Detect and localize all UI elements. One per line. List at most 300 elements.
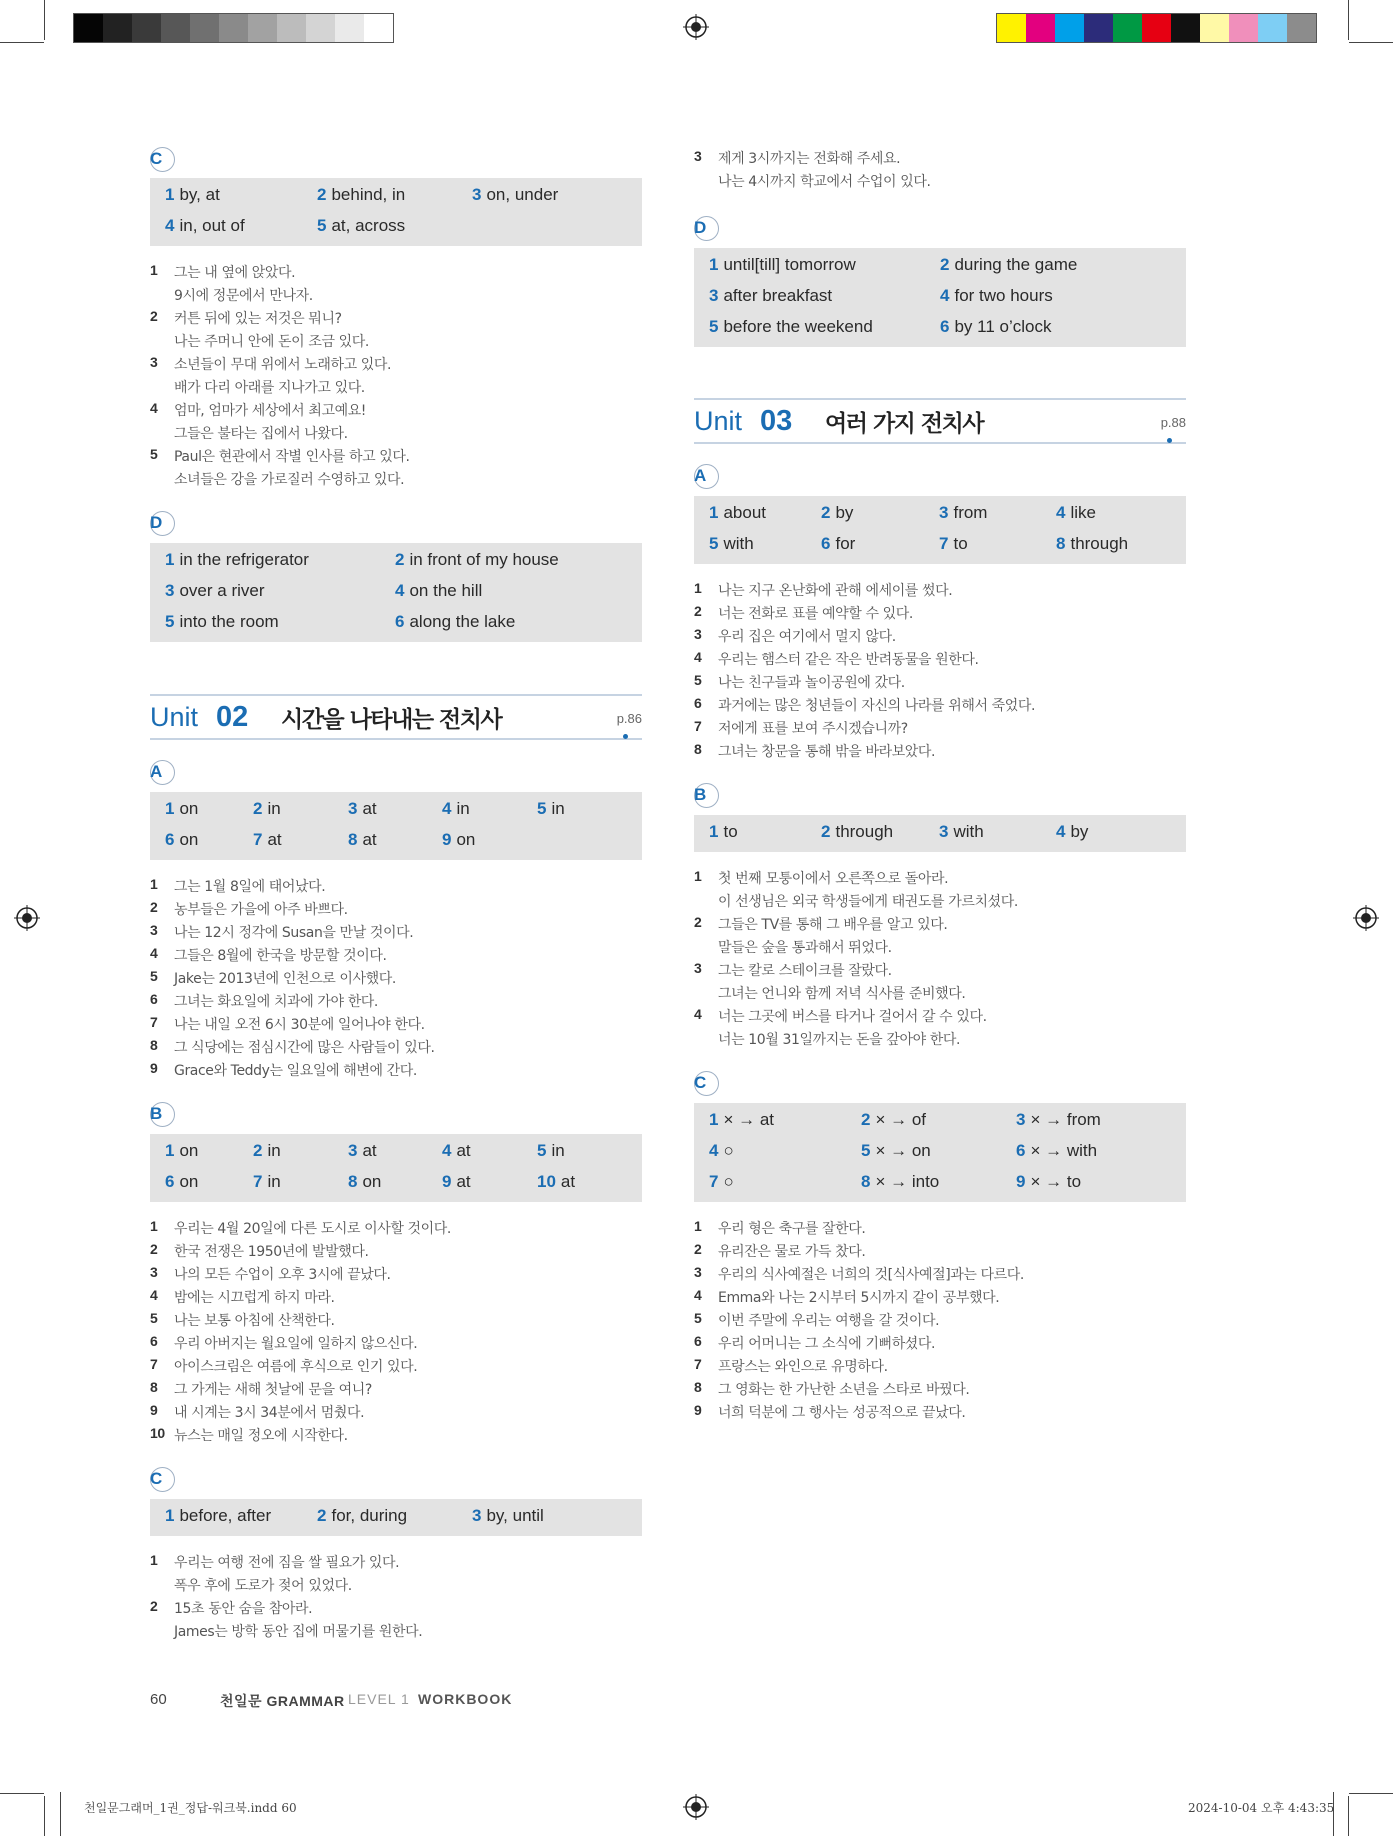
answer-number: 3 bbox=[348, 799, 358, 818]
answer-item bbox=[442, 799, 470, 819]
answer-number: 4 bbox=[442, 799, 452, 818]
swatch bbox=[1026, 14, 1055, 42]
answer-text: in bbox=[267, 1172, 281, 1191]
answer-box bbox=[694, 496, 1186, 564]
translation-text: 나는 친구들과 놀이공원에 갔다. bbox=[718, 675, 905, 691]
registration-mark-icon bbox=[14, 905, 40, 931]
answer-number: 6 bbox=[395, 612, 405, 631]
unit-header bbox=[694, 398, 1186, 446]
answer-number: 7 bbox=[709, 1172, 719, 1191]
translation-line bbox=[150, 1241, 369, 1261]
answer-item bbox=[709, 317, 873, 337]
translation-text: 그 가게는 새해 첫날에 문을 여니? bbox=[174, 1382, 372, 1398]
answer-text: behind, in bbox=[331, 185, 406, 204]
answer-number: 2 bbox=[317, 1506, 327, 1525]
item-number: 5 bbox=[694, 1310, 702, 1326]
translation-line bbox=[694, 1264, 1024, 1284]
answer-number: 8 bbox=[861, 1172, 871, 1191]
answer-text: to bbox=[723, 822, 738, 841]
item-number: 8 bbox=[150, 1037, 158, 1053]
answer-text: at bbox=[456, 1141, 471, 1160]
section-badge-a: A bbox=[694, 464, 719, 489]
answer-number: 2 bbox=[821, 822, 831, 841]
unit-title: 시간을 나타내는 전치사 bbox=[281, 707, 502, 733]
answer-text: by, at bbox=[179, 185, 220, 204]
answer-text: in front of my house bbox=[409, 550, 559, 569]
answer-text: at bbox=[362, 799, 377, 818]
answer-number: 9 bbox=[442, 1172, 452, 1191]
answer-item bbox=[442, 830, 475, 850]
answer-text: before, after bbox=[179, 1506, 272, 1525]
answer-number: 1 bbox=[165, 185, 175, 204]
answer-text: × → to bbox=[1030, 1172, 1082, 1191]
item-number: 5 bbox=[694, 672, 702, 688]
answer-item bbox=[442, 1141, 471, 1161]
translation-line bbox=[150, 1552, 400, 1572]
translation-text: 우리 집은 여기에서 멀지 않다. bbox=[718, 629, 896, 645]
answer-item bbox=[395, 550, 559, 570]
translation-line bbox=[718, 171, 931, 191]
answer-number: 5 bbox=[709, 534, 719, 553]
swatch bbox=[306, 14, 335, 42]
answer-number: 5 bbox=[537, 1141, 547, 1160]
translation-line bbox=[694, 1287, 1000, 1307]
translation-text: 우리는 4월 20일에 다른 도시로 이사할 것이다. bbox=[174, 1221, 451, 1237]
translation-line bbox=[694, 148, 901, 168]
answer-number: 4 bbox=[1056, 503, 1066, 522]
item-number: 8 bbox=[150, 1379, 158, 1395]
item-number: 1 bbox=[694, 580, 702, 596]
answer-item bbox=[165, 1141, 198, 1161]
answer-text: for bbox=[835, 534, 856, 553]
answer-number: 4 bbox=[395, 581, 405, 600]
answer-box bbox=[694, 1103, 1186, 1202]
answer-item bbox=[709, 1110, 774, 1130]
answer-number: 5 bbox=[709, 317, 719, 336]
item-number: 2 bbox=[150, 308, 158, 324]
translation-text: 그는 내 옆에 앉았다. bbox=[174, 265, 296, 281]
translation-text: 너는 전화로 표를 예약할 수 있다. bbox=[718, 606, 913, 622]
translation-text: 제게 3시까지는 전화해 주세요. bbox=[718, 151, 901, 167]
translation-text: 소년들이 무대 위에서 노래하고 있다. bbox=[174, 357, 392, 373]
answer-item bbox=[1056, 534, 1128, 554]
translation-line bbox=[150, 1218, 451, 1238]
item-number: 9 bbox=[150, 1060, 158, 1076]
answer-text: before the weekend bbox=[723, 317, 873, 336]
item-number: 2 bbox=[694, 603, 702, 619]
translation-line bbox=[694, 603, 913, 623]
answer-item bbox=[1016, 1110, 1101, 1130]
item-number: 5 bbox=[150, 968, 158, 984]
translation-line bbox=[174, 377, 365, 397]
translation-line bbox=[694, 649, 979, 669]
answer-item bbox=[253, 830, 282, 850]
answer-item bbox=[939, 534, 968, 554]
item-number: 10 bbox=[150, 1425, 165, 1441]
answer-item bbox=[1056, 822, 1088, 842]
translation-text: 9시에 정문에서 만나자. bbox=[174, 288, 313, 304]
translation-line bbox=[150, 899, 348, 919]
answer-number: 8 bbox=[348, 1172, 358, 1191]
item-number: 1 bbox=[694, 1218, 702, 1234]
answer-number: 7 bbox=[939, 534, 949, 553]
translation-line bbox=[718, 1029, 960, 1049]
translation-line bbox=[150, 400, 367, 420]
swatch bbox=[219, 14, 248, 42]
translation-text: 첫 번째 모퉁이에서 오른쪽으로 돌아라. bbox=[718, 871, 949, 887]
answer-text: in bbox=[267, 1141, 281, 1160]
item-number: 8 bbox=[694, 1379, 702, 1395]
registration-mark-icon bbox=[683, 14, 709, 40]
answer-text: on bbox=[179, 799, 199, 818]
translation-text: 내 시계는 3시 34분에서 멈췄다. bbox=[174, 1405, 365, 1421]
translation-line bbox=[694, 718, 908, 738]
translation-text: 그는 1월 8일에 태어났다. bbox=[174, 879, 326, 895]
swatch bbox=[1258, 14, 1287, 42]
answer-item bbox=[165, 799, 198, 819]
translation-text: 그 영화는 한 가난한 소년을 스타로 바꿨다. bbox=[718, 1382, 970, 1398]
answer-number: 9 bbox=[1016, 1172, 1026, 1191]
item-number: 8 bbox=[694, 741, 702, 757]
answer-item bbox=[537, 1141, 565, 1161]
translation-text: 너는 10월 31일까지는 돈을 갚아야 한다. bbox=[718, 1032, 961, 1048]
translation-line bbox=[174, 1575, 352, 1595]
answer-number: 4 bbox=[442, 1141, 452, 1160]
answer-text: to bbox=[953, 534, 968, 553]
section-badge-c: C bbox=[150, 1467, 175, 1492]
answer-number: 4 bbox=[165, 216, 175, 235]
translation-line bbox=[694, 1218, 866, 1238]
translation-line bbox=[694, 1310, 940, 1330]
answer-item bbox=[165, 581, 265, 601]
translation-line bbox=[174, 285, 313, 305]
answer-text: in, out of bbox=[179, 216, 245, 235]
translation-line bbox=[694, 1241, 866, 1261]
answer-number: 6 bbox=[821, 534, 831, 553]
translation-line bbox=[718, 983, 965, 1003]
translation-line bbox=[150, 446, 410, 466]
answer-item bbox=[821, 822, 893, 842]
answer-number: 6 bbox=[165, 830, 175, 849]
item-number: 1 bbox=[150, 262, 158, 278]
item-number: 7 bbox=[150, 1356, 158, 1372]
translation-text: 그녀는 화요일에 치과에 가야 한다. bbox=[174, 994, 378, 1010]
translation-line bbox=[150, 1287, 335, 1307]
answer-text: at bbox=[267, 830, 282, 849]
translation-text: 그 식당에는 점심시간에 많은 사람들이 있다. bbox=[174, 1040, 435, 1056]
unit-number: 02 bbox=[216, 701, 249, 733]
answer-text: until[till] tomorrow bbox=[723, 255, 856, 274]
answer-number: 9 bbox=[442, 830, 452, 849]
translation-text: 말들은 숲을 통과해서 뛰었다. bbox=[718, 940, 892, 956]
swatch bbox=[1113, 14, 1142, 42]
translation-text: 우리 어머니는 그 소식에 기뻐하셨다. bbox=[718, 1336, 936, 1352]
unit-word: Unit bbox=[150, 702, 199, 732]
item-number: 9 bbox=[694, 1402, 702, 1418]
translation-line bbox=[694, 868, 949, 888]
item-number: 2 bbox=[694, 1241, 702, 1257]
section-badge-d: D bbox=[150, 511, 175, 536]
translation-text: 우리의 식사예절은 너희의 것[식사예절]과는 다르다. bbox=[718, 1267, 1024, 1283]
answer-number: 1 bbox=[709, 1110, 719, 1129]
answer-number: 1 bbox=[165, 550, 175, 569]
translation-text: 나는 내일 오전 6시 30분에 일어나야 한다. bbox=[174, 1017, 425, 1033]
answer-number: 2 bbox=[253, 799, 263, 818]
item-number: 7 bbox=[694, 718, 702, 734]
section-badge-a: A bbox=[150, 760, 175, 785]
answer-number: 1 bbox=[165, 1141, 175, 1160]
answer-text: through bbox=[1070, 534, 1129, 553]
answer-number: 3 bbox=[472, 185, 482, 204]
answer-number: 3 bbox=[472, 1506, 482, 1525]
translation-text: 이번 주말에 우리는 여행을 갈 것이다. bbox=[718, 1313, 940, 1329]
answer-item bbox=[1016, 1172, 1081, 1192]
translation-text: 배가 다리 아래를 지나가고 있다. bbox=[174, 380, 365, 396]
translation-line bbox=[150, 945, 387, 965]
answer-text: at bbox=[362, 830, 377, 849]
answer-item bbox=[709, 534, 754, 554]
answer-item bbox=[939, 822, 984, 842]
translation-text: 그는 칼로 스테이크를 잘랐다. bbox=[718, 963, 892, 979]
translation-text: 그들은 TV를 통해 그 배우를 알고 있다. bbox=[718, 917, 948, 933]
answer-number: 6 bbox=[1016, 1141, 1026, 1160]
crop-mark bbox=[0, 1793, 44, 1794]
answer-text: with bbox=[953, 822, 984, 841]
swatch bbox=[1055, 14, 1084, 42]
translation-text: 한국 전쟁은 1950년에 발발했다. bbox=[174, 1244, 369, 1260]
translation-text: 그녀는 창문을 통해 밖을 바라보았다. bbox=[718, 744, 936, 760]
translation-line bbox=[174, 423, 348, 443]
registration-mark-icon bbox=[1353, 905, 1379, 931]
section-badge-c: C bbox=[694, 1071, 719, 1096]
translation-line bbox=[694, 1402, 966, 1422]
answer-item bbox=[253, 799, 281, 819]
answer-item bbox=[939, 503, 987, 523]
translation-line bbox=[718, 891, 1018, 911]
footer-brand: 천일문 GRAMMAR bbox=[220, 1693, 345, 1709]
answer-item bbox=[861, 1110, 926, 1130]
answer-number: 1 bbox=[709, 255, 719, 274]
translation-line bbox=[694, 626, 896, 646]
swatch bbox=[1171, 14, 1200, 42]
answer-text: during the game bbox=[954, 255, 1078, 274]
item-number: 6 bbox=[150, 991, 158, 1007]
answer-text: into the room bbox=[179, 612, 279, 631]
translation-text: 나는 보통 아침에 산책한다. bbox=[174, 1313, 335, 1329]
answer-text: with bbox=[723, 534, 754, 553]
unit-header bbox=[150, 694, 642, 742]
answer-number: 2 bbox=[940, 255, 950, 274]
translation-line bbox=[694, 914, 948, 934]
item-number: 5 bbox=[150, 446, 158, 462]
item-number: 4 bbox=[694, 649, 702, 665]
item-number: 3 bbox=[150, 922, 158, 938]
swatch bbox=[1142, 14, 1171, 42]
translation-text: 우리 아버지는 월요일에 일하지 않으신다. bbox=[174, 1336, 418, 1352]
translation-text: 커튼 뒤에 있는 저것은 뭐니? bbox=[174, 311, 342, 327]
translation-line bbox=[150, 262, 296, 282]
answer-text: × → from bbox=[1030, 1110, 1101, 1129]
answer-item bbox=[472, 185, 558, 205]
answer-text: by bbox=[835, 503, 854, 522]
translation-text: 나는 지구 온난화에 관해 에세이를 썼다. bbox=[718, 583, 953, 599]
answer-text: at bbox=[560, 1172, 576, 1191]
answer-item bbox=[348, 1172, 381, 1192]
section-badge-b: B bbox=[150, 1102, 175, 1127]
answer-text: at bbox=[362, 1141, 377, 1160]
translation-text: 뉴스는 매일 정오에 시작한다. bbox=[174, 1428, 348, 1444]
answer-item bbox=[165, 550, 309, 570]
answer-text: by, until bbox=[486, 1506, 544, 1525]
answer-item bbox=[348, 799, 377, 819]
answer-number: 8 bbox=[1056, 534, 1066, 553]
answer-item bbox=[253, 1141, 281, 1161]
translation-text: 과거에는 많은 청년들이 자신의 나라를 위해서 죽었다. bbox=[718, 698, 1036, 714]
answer-item bbox=[537, 799, 565, 819]
item-number: 4 bbox=[150, 400, 158, 416]
page-number: 60 bbox=[150, 1691, 167, 1708]
answer-text: in the refrigerator bbox=[179, 550, 309, 569]
translation-line bbox=[150, 1425, 348, 1445]
answer-text: by 11 o’clock bbox=[954, 317, 1052, 336]
answer-box bbox=[150, 1134, 642, 1202]
answer-text: on bbox=[456, 830, 476, 849]
answer-item bbox=[395, 612, 515, 632]
item-number: 1 bbox=[150, 1552, 158, 1568]
crop-mark bbox=[44, 1796, 45, 1836]
answer-item bbox=[861, 1141, 931, 1161]
translation-line bbox=[150, 1060, 417, 1080]
item-number: 2 bbox=[150, 899, 158, 915]
item-number: 3 bbox=[150, 354, 158, 370]
answer-text: like bbox=[1070, 503, 1096, 522]
answer-text: about bbox=[723, 503, 767, 522]
translation-line bbox=[694, 695, 1036, 715]
item-number: 1 bbox=[150, 876, 158, 892]
unit-page-ref: p.86 bbox=[616, 711, 642, 726]
answer-item bbox=[940, 286, 1053, 306]
answer-text: for, during bbox=[331, 1506, 408, 1525]
translation-line bbox=[150, 922, 414, 942]
answer-text: after breakfast bbox=[723, 286, 833, 305]
section-badge-b: B bbox=[694, 783, 719, 808]
item-number: 4 bbox=[150, 1287, 158, 1303]
answer-item bbox=[348, 830, 377, 850]
answer-item bbox=[940, 317, 1051, 337]
answer-number: 3 bbox=[939, 503, 949, 522]
translation-text: 유리잔은 물로 가득 찼다. bbox=[718, 1244, 866, 1260]
translation-text: 폭우 후에 도로가 젖어 있었다. bbox=[174, 1578, 352, 1594]
translation-line bbox=[150, 354, 392, 374]
translation-line bbox=[150, 876, 326, 896]
translation-line bbox=[150, 1356, 418, 1376]
translation-line bbox=[694, 672, 905, 692]
answer-text: at bbox=[456, 1172, 471, 1191]
translation-text: Grace와 Teddy는 일요일에 해변에 간다. bbox=[174, 1063, 417, 1079]
translation-text: 나는 12시 정각에 Susan을 만날 것이다. bbox=[174, 925, 414, 941]
answer-text: by bbox=[1070, 822, 1089, 841]
answer-number: 5 bbox=[317, 216, 327, 235]
answer-number: 7 bbox=[253, 1172, 263, 1191]
footer-book: WORKBOOK bbox=[418, 1691, 513, 1707]
answer-item bbox=[821, 534, 855, 554]
swatch bbox=[248, 14, 277, 42]
item-number: 3 bbox=[694, 1264, 702, 1280]
answer-number: 4 bbox=[940, 286, 950, 305]
answer-item bbox=[348, 1141, 377, 1161]
translation-line bbox=[694, 741, 936, 761]
answer-number: 2 bbox=[395, 550, 405, 569]
item-number: 4 bbox=[694, 1006, 702, 1022]
translation-line bbox=[150, 1402, 365, 1422]
translation-line bbox=[150, 991, 378, 1011]
translation-line bbox=[150, 308, 342, 328]
item-number: 6 bbox=[150, 1333, 158, 1349]
translation-text: 소녀들은 강을 가로질러 수영하고 있다. bbox=[174, 472, 405, 488]
answer-item bbox=[165, 1506, 271, 1526]
answer-item bbox=[940, 255, 1077, 275]
translation-text: James는 방학 동안 집에 머물기를 원한다. bbox=[174, 1624, 423, 1640]
translation-line bbox=[694, 960, 892, 980]
translation-line bbox=[174, 1621, 422, 1641]
answer-number: 3 bbox=[348, 1141, 358, 1160]
registration-mark-icon bbox=[683, 1794, 709, 1820]
answer-number: 5 bbox=[537, 799, 547, 818]
answer-text: along the lake bbox=[409, 612, 516, 631]
answer-number: 5 bbox=[861, 1141, 871, 1160]
translation-text: 너는 그곳에 버스를 타거나 걸어서 갈 수 있다. bbox=[718, 1009, 987, 1025]
answer-text: × → on bbox=[875, 1141, 931, 1160]
unit-word: Unit bbox=[694, 406, 743, 436]
translation-text: 우리 형은 축구를 잘한다. bbox=[718, 1221, 866, 1237]
item-number: 3 bbox=[694, 148, 702, 164]
translation-line bbox=[150, 1014, 425, 1034]
answer-item bbox=[165, 216, 245, 236]
swatch bbox=[1084, 14, 1113, 42]
answer-text: on the hill bbox=[409, 581, 483, 600]
answer-number: 2 bbox=[253, 1141, 263, 1160]
answer-number: 3 bbox=[939, 822, 949, 841]
answer-number: 3 bbox=[709, 286, 719, 305]
item-number: 3 bbox=[694, 960, 702, 976]
answer-text: × → into bbox=[875, 1172, 940, 1191]
translation-text: 나는 4시까지 학교에서 수업이 있다. bbox=[718, 174, 931, 190]
answer-item bbox=[709, 503, 766, 523]
answer-item bbox=[709, 286, 832, 306]
unit-page-ref: p.88 bbox=[1160, 415, 1186, 430]
answer-text: for two hours bbox=[954, 286, 1053, 305]
color-calibration-strip bbox=[996, 13, 1317, 43]
item-number: 5 bbox=[150, 1310, 158, 1326]
slug-datetime: 2024-10-04 오후 4:43:35 bbox=[1188, 1801, 1335, 1815]
answer-text: in bbox=[267, 799, 281, 818]
swatch bbox=[103, 14, 132, 42]
answer-item bbox=[253, 1172, 281, 1192]
swatch bbox=[161, 14, 190, 42]
answer-item bbox=[821, 503, 853, 523]
answer-text: in bbox=[551, 799, 565, 818]
answer-text: ○ bbox=[723, 1172, 734, 1191]
answer-box bbox=[150, 178, 642, 246]
item-number: 4 bbox=[694, 1287, 702, 1303]
translation-text: 그녀는 언니와 함께 저녁 식사를 준비했다. bbox=[718, 986, 966, 1002]
translation-text: 아이스크림은 여름에 후식으로 인기 있다. bbox=[174, 1359, 418, 1375]
answer-number: 3 bbox=[1016, 1110, 1026, 1129]
translation-line bbox=[150, 1310, 335, 1330]
answer-number: 3 bbox=[165, 581, 175, 600]
answer-item bbox=[1016, 1141, 1097, 1161]
answer-item bbox=[395, 581, 482, 601]
